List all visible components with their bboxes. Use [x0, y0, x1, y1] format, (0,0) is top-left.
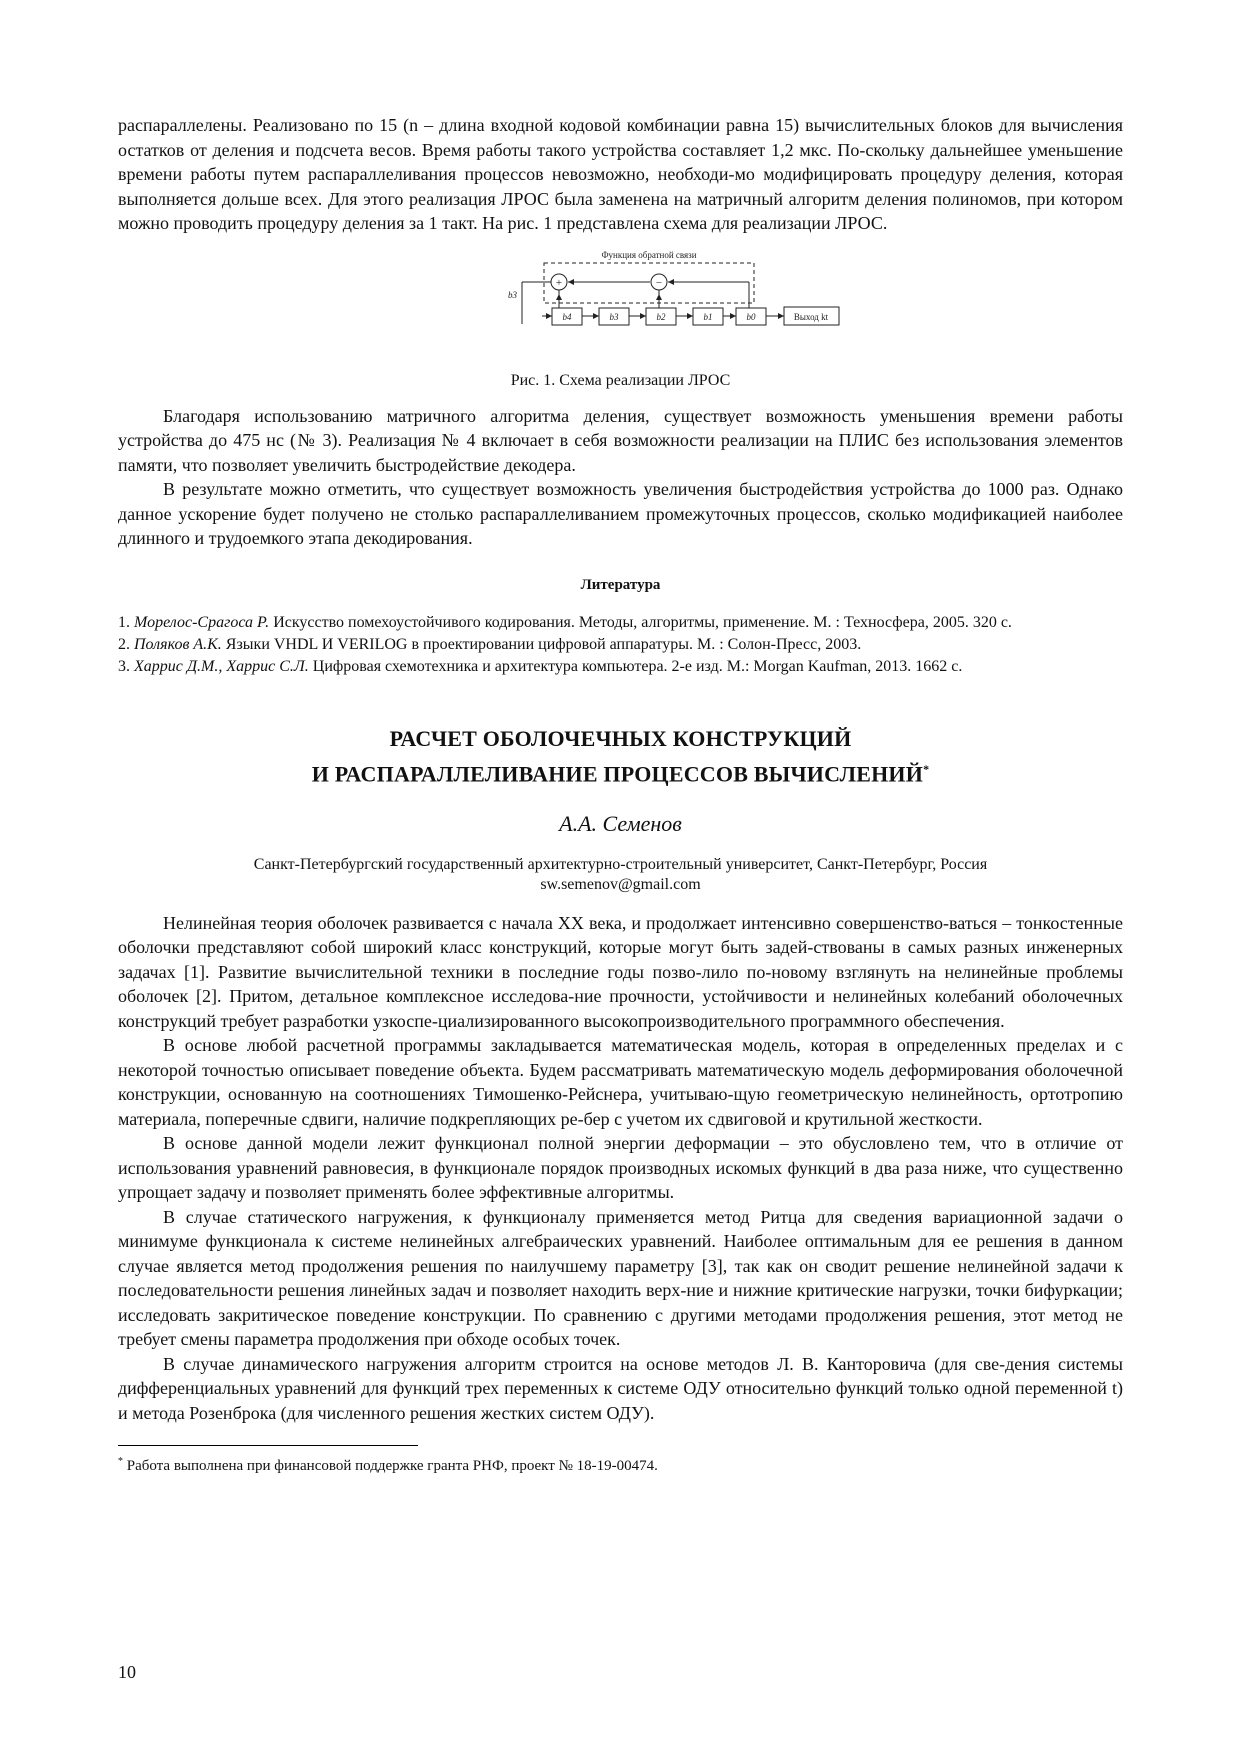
article-title-line1: РАСЧЕТ ОБОЛОЧЕЧНЫХ КОНСТРУКЦИЙ: [389, 725, 852, 751]
article-author: А.А. Семенов: [559, 810, 682, 836]
register-b0-label: b0: [746, 311, 756, 322]
output-label: Выход kt: [793, 311, 829, 322]
article-title-line2: И РАСПАРАЛЛЕЛИВАНИЕ ПРОЦЕССОВ ВЫЧИСЛЕНИЙ: [311, 760, 924, 786]
input-label: b3: [508, 289, 517, 300]
figure-lfsr: [118, 246, 1123, 404]
reference-item: [118, 612, 1123, 634]
feedback-box: [544, 263, 754, 303]
page-content: [118, 113, 1123, 1475]
figure-caption: Рис. 1. Схема реализации ЛРОС: [510, 371, 731, 389]
footnote: [118, 1456, 1123, 1475]
page-number: 10: [118, 1662, 136, 1682]
footnote-divider: [118, 1445, 418, 1446]
reference-text: Цифровая схемотехника и архитектура компьютера. 2-е изд. М.: Morgan Kaufman, 2013. 1662 с.: [312, 657, 963, 675]
reference-number: 1.: [118, 613, 130, 631]
adder-symbol: +: [555, 276, 563, 289]
paragraph-matrix: Благодаря использованию матричного алгоритма деления, существует возможность уменьшения времени работы устройства до 475 нс (№ 3). Реализация № 4 включает в себя возможности реализации на ПЛИС без использования элементов памяти, что позволяет увеличить быстродействие декодера.: [118, 405, 1123, 475]
article-title: [118, 724, 1123, 789]
reference-list: [118, 612, 1123, 678]
affiliation-text: Санкт-Петербургский государственный архитектурно-строительный университет, Санкт-Петербург, Россия: [253, 855, 988, 873]
reference-item: [118, 656, 1123, 678]
lfsr-diagram: [434, 246, 854, 346]
reference-authors: Морелос-Срагоса Р.: [134, 613, 270, 631]
reference-text: Языки VHDL И VERILOG в проектировании цифровой аппаратуры. М. : Солон-Пресс, 2003.: [225, 635, 862, 653]
feedback-label: Функция обратной связи: [601, 249, 697, 260]
register-b2-label: b2: [656, 311, 666, 322]
subtractor-symbol: −: [655, 276, 663, 289]
reference-number: 3.: [118, 657, 130, 675]
reference-number: 2.: [118, 635, 130, 653]
paragraph-result: В результате можно отметить, что существует возможность увеличения быстродействия устройства до 1000 раз. Однако данное ускорение будет получено не столько распараллеливанием промежуточных процессов, сколько модификацией наиболее длинного и трудоемкого этапа декодирования.: [118, 479, 1123, 548]
register-b3-label: b3: [609, 311, 619, 322]
top-paragraph: распараллелены. Реализовано по 15 (n – длина входной кодовой комбинации равна 15) вычислительных блоков для вычисления остатков от деления и подсчета весов. Время работы такого устройства составляет 1,2 мкс. По-скольку дальнейшее уменьшение времени работы путем распараллеливания процессов невозможно, необходи-мо модифицировать процедуру деления, которая выполняется дольше всех. Для этого реализация ЛРОС была заменена на матричный алгоритм деления полиномов, при котором можно проводить процедуру деления за 1 такт. На рис. 1 представлена схема для реализации ЛРОС.: [118, 115, 1123, 233]
article-paragraph: В основе данной модели лежит функционал полной энергии деформации – это обусловлено тем, что в отличие от использования уравнений равновесия, в функционале порядок производных искомых функций в два раза ниже, что существенно упрощает задачу и позволяет применять более эффективные алгоритмы.: [118, 1133, 1123, 1203]
reference-text: Искусство помехоустойчивого кодирования. Методы, алгоритмы, применение. М. : Техносфера, 2005. 320 с.: [273, 613, 1012, 631]
author-affiliation: [118, 855, 1123, 895]
article-paragraph: В случае статического нагружения, к функционалу применяется метод Ритца для сведения вариационной задачи о минимуме функционала к системе нелинейных алгебраических уравнений. Наиболее оптимальным для ее решения в данном случае является метод продолжения решения по наилучшему параметру [3], так как он сводит решение нелинейной задачи к последовательности решения линейных задач и позволяет находить верх-ние и нижние критические нагрузки, точки бифуркации; исследовать закритическое поведение конструкции. По сравнению с другими методами продолжения решения, этот метод не требует смены параметра продолжения при обходе особых точек.: [118, 1206, 1123, 1350]
literature-heading: Литература: [580, 576, 661, 593]
register-b1-label: b1: [703, 311, 713, 322]
title-footnote-mark: *: [923, 761, 930, 776]
reference-authors: Поляков А.К.: [134, 635, 222, 653]
reference-item: [118, 634, 1123, 656]
reference-authors: Харрис Д.М., Харрис С.Л.: [134, 657, 309, 675]
article-paragraph: Нелинейная теория оболочек развивается с начала XX века, и продолжает интенсивно совершенство-ваться – тонкостенные оболочки представляют собой широкий класс конструкций, которые могут быть задей-ствованы в самых разных инженерных задачах [1]. Развитие вычислительной техники в последние годы позво-лило по-новому взглянуть на нелинейные проблемы оболочек [2]. Притом, детальное комплексное исследова-ние прочности, устойчивости и нелинейных колебаний оболочечных конструкций требует разработки узкоспе-циализированного высокопроизводительного программного обеспечения.: [118, 912, 1123, 1031]
footnote-mark: *: [118, 1456, 123, 1468]
author-email[interactable]: sw.semenov@gmail.com: [540, 875, 701, 893]
footnote-text: Работа выполнена при финансовой поддержке гранта РНФ, проект № 18-19-00474.: [126, 1458, 658, 1475]
article-paragraph: В случае динамического нагружения алгоритм строится на основе методов Л. В. Канторовича (для све-дения системы дифференциальных уравнений для функций трех переменных к системе ОДУ относительно функций только одной переменной t) и метода Розенброка (для численного решения жестких систем ОДУ).: [118, 1353, 1123, 1423]
register-b4-label: b4: [562, 311, 572, 322]
article-paragraph: В основе любой расчетной программы закладывается математическая модель, которая в определенных пределах и с некоторой точностью описывает поведение объекта. Будем рассматривать математическую модель деформирования оболочечной конструкции, основанную на соотношениях Тимошенко-Рейснера, учитываю-щую геометрическую нелинейность, ортотропию материала, поперечные сдвиги, наличие подкрепляющих ре-бер с учетом их сдвиговой и крутильной жесткости.: [118, 1035, 1123, 1129]
